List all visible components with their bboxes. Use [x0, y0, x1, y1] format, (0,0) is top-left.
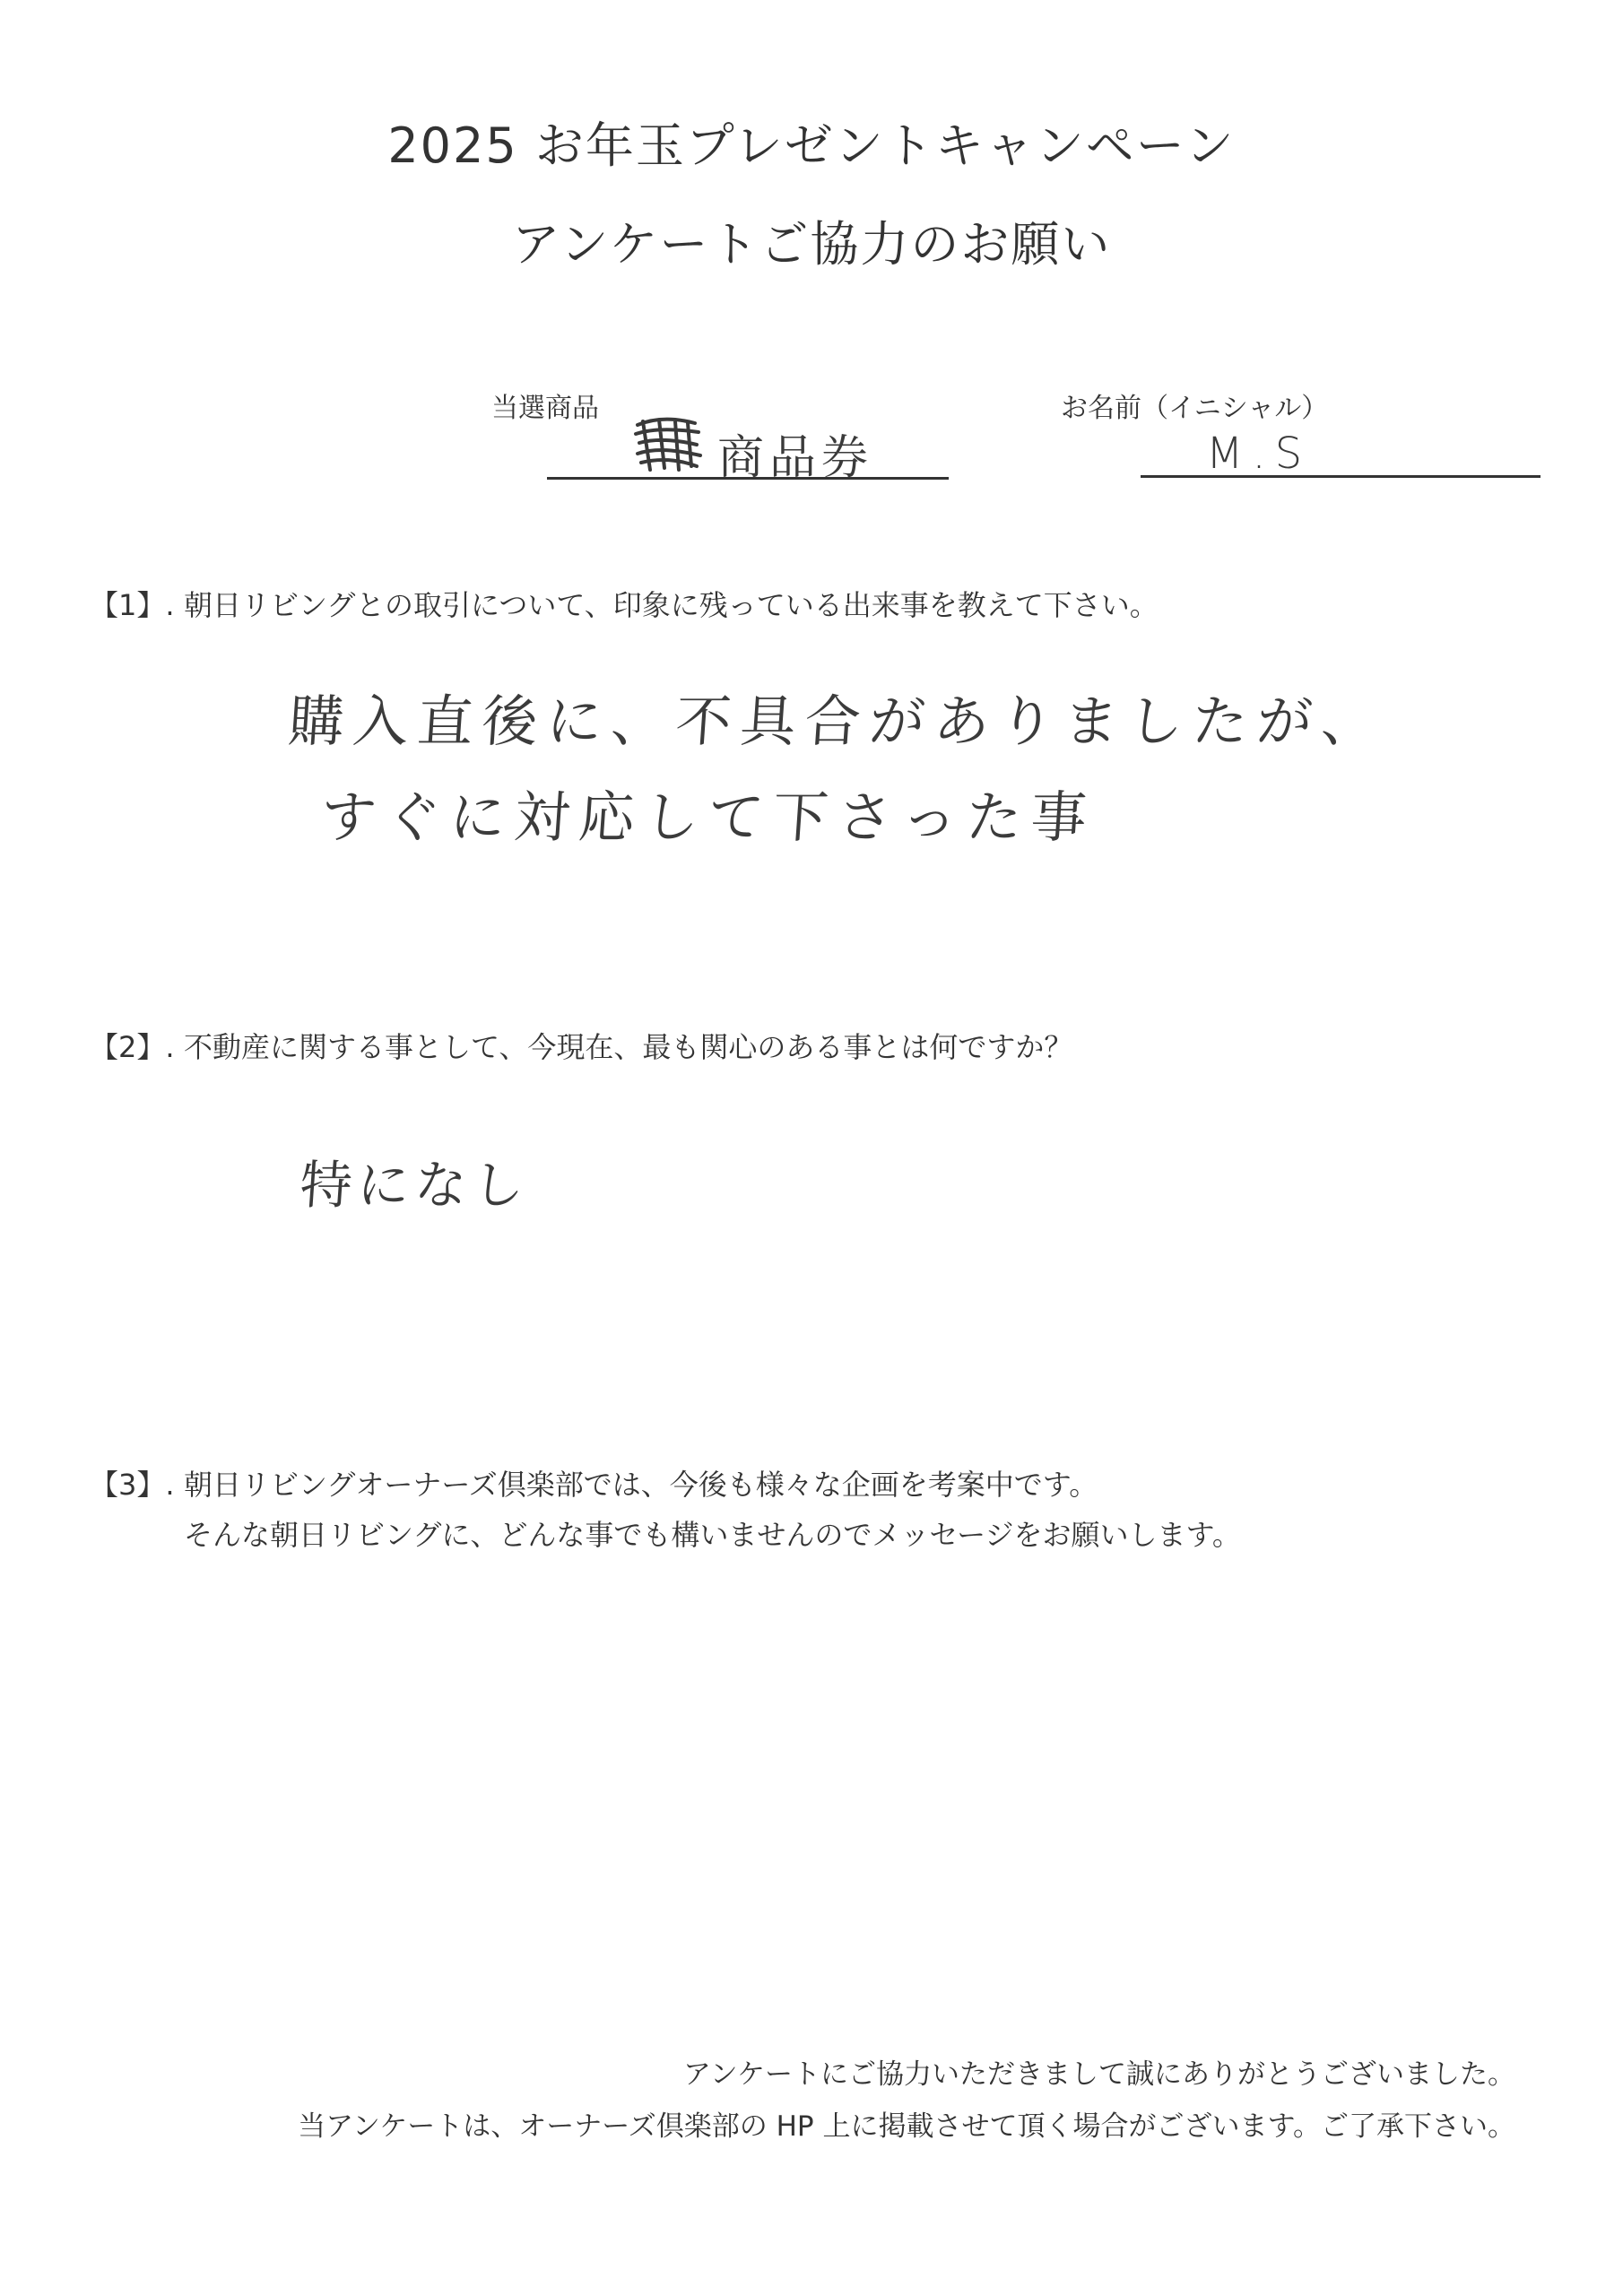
question-2-number: 【2】.: [90, 1030, 175, 1064]
footer-notice: 当アンケートは、オーナーズ倶楽部の HP 上に掲載させて頂く場合がございます。ご了承下さい。: [298, 2110, 1515, 2143]
question-2: [90, 1025, 1072, 1066]
question-1-number: 【1】.: [90, 588, 175, 622]
name-underline: [1141, 475, 1541, 478]
prize-underline: [547, 477, 949, 480]
question-3-number: 【3】.: [90, 1468, 175, 1502]
title-line-2: アンケートご協力のお願い: [511, 216, 1112, 273]
question-3: [90, 1460, 1241, 1560]
answer-2: 特になし: [298, 1155, 533, 1216]
question-3-text-line-1: 朝日リビングオーナーズ倶楽部では、今後も様々な企画を考案中です。: [184, 1468, 1098, 1502]
footer-thanks: アンケートにご協力いただきまして誠にありがとうございました。: [682, 2058, 1515, 2091]
name-label: お名前（イニシャル）: [1061, 393, 1329, 424]
name-value: M.S: [1206, 429, 1312, 479]
prize-label: 当選商品: [491, 393, 599, 424]
answer-1-line-2: すぐに対応して下さった事: [318, 784, 1098, 850]
prize-value: 商品券: [717, 431, 874, 485]
question-1: [90, 583, 1159, 624]
question-3-text-line-2: そんな朝日リビングに、どんな事でも構いませんのでメッセージをお願いします。: [184, 1518, 1241, 1552]
title-line-1: 2025 お年玉プレゼントキャンペーン: [387, 117, 1236, 174]
question-2-text: 不動産に関する事として、今現在、最も関心のある事とは何ですか？: [184, 1030, 1073, 1064]
question-1-text: 朝日リビングとの取引について、印象に残っている出来事を教えて下さい。: [184, 588, 1159, 622]
answer-1-line-1: 購入直後に、不具合がありましたが、: [286, 689, 1389, 754]
scribble-mark: [632, 414, 704, 477]
